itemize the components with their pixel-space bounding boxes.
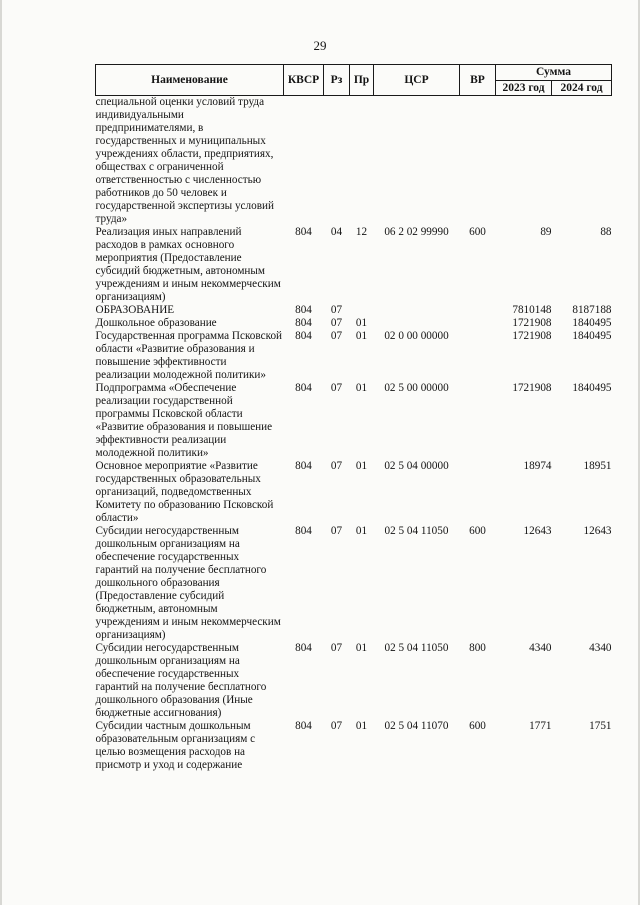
cell-2023: 4340 (529, 642, 552, 654)
cell-rz: 07 (330, 317, 343, 329)
header-pr: Пр (350, 65, 374, 96)
scan-edge-left (0, 0, 2, 905)
cell-2024: 1840495 (572, 382, 612, 394)
cell-rz: 07 (330, 720, 343, 732)
cell-kvsr: 804 (295, 525, 312, 537)
cell-vr (460, 382, 496, 460)
cell-name: Государственная программа Псковской области «Развитие образования и повышение эффективности реализации молодежной политики» (95, 330, 283, 381)
cell-2024: 18951 (583, 460, 612, 472)
header-kvsr: КВСР (284, 65, 324, 96)
header-name: Наименование (96, 65, 284, 96)
cell-2023: 1771 (529, 720, 552, 732)
cell-pr (350, 304, 374, 317)
cell-rz: 07 (330, 304, 343, 316)
cell-csr: 02 5 04 11050 (384, 525, 449, 537)
header-year-2023: 2023 год (496, 81, 552, 96)
cell-pr (350, 96, 374, 227)
cell-pr: 01 (355, 317, 368, 329)
cell-kvsr: 804 (295, 304, 312, 316)
cell-rz: 07 (330, 330, 343, 342)
cell-rz: 07 (330, 642, 343, 654)
cell-2024: 8187188 (572, 304, 612, 316)
cell-kvsr: 804 (295, 460, 312, 472)
cell-csr: 02 5 04 11070 (384, 720, 449, 732)
header-sum: Сумма (496, 65, 612, 81)
cell-vr (460, 460, 496, 525)
header-csr: ЦСР (374, 65, 460, 96)
table-row (96, 642, 612, 720)
header-vr: ВР (460, 65, 496, 96)
cell-csr (374, 96, 460, 227)
cell-name: ОБРАЗОВАНИЕ (95, 304, 175, 316)
cell-name: Субсидии негосударственным дошкольным организациям на обеспечение государственных гарантий на получение бесплатного дошкольного образования (Иные бюджетные ассигнования) (95, 642, 267, 719)
cell-pr: 12 (355, 226, 368, 238)
cell-name: Субсидии частным дошкольным образовательным организациям с целью возмещения расходов на присмотр и уход и содержание (95, 720, 256, 771)
cell-kvsr: 804 (295, 226, 312, 238)
table-row (96, 382, 612, 460)
cell-vr: 600 (469, 525, 486, 537)
cell-csr: 06 2 02 99990 (384, 226, 449, 238)
budget-table (95, 64, 612, 772)
cell-2023 (496, 96, 552, 227)
cell-rz: 04 (330, 226, 343, 238)
cell-2023: 7810148 (512, 304, 552, 316)
table-row (96, 226, 612, 304)
cell-2023: 12643 (523, 525, 552, 537)
table-header (96, 65, 612, 96)
cell-pr: 01 (355, 642, 368, 654)
cell-vr: 600 (469, 226, 486, 238)
table-body (96, 96, 612, 773)
cell-vr: 600 (469, 720, 486, 732)
cell-csr: 02 5 04 00000 (384, 460, 449, 472)
cell-csr: 02 5 00 00000 (384, 382, 449, 394)
cell-2024: 1840495 (572, 330, 612, 342)
cell-name: Реализация иных направлений расходов в рамках основного мероприятия (Предоставление субсидий бюджетным, автономным учреждениям и иным некоммерческим организациям) (95, 226, 281, 303)
cell-kvsr: 804 (295, 317, 312, 329)
cell-vr: 800 (469, 642, 486, 654)
table-row (96, 304, 612, 317)
cell-rz: 07 (330, 525, 343, 537)
cell-kvsr (284, 96, 324, 227)
cell-rz: 07 (330, 382, 343, 394)
header-year-2024: 2024 год (552, 81, 612, 96)
cell-vr (460, 330, 496, 382)
cell-csr (374, 317, 460, 330)
cell-2024: 12643 (583, 525, 612, 537)
page-number: 29 (313, 38, 327, 53)
cell-pr: 01 (355, 720, 368, 732)
cell-2023: 1721908 (512, 330, 552, 342)
cell-vr (460, 304, 496, 317)
cell-csr (374, 304, 460, 317)
table-row (96, 96, 612, 227)
cell-name: Основное мероприятие «Развитие государственных образовательных организаций, подведомственных Комитету по образованию Псковской области» (95, 460, 274, 524)
cell-name: специальной оценки условий труда индивидуальными предпринимателями, в государственных и муниципальных учреждениях области, предприятиях, обществах с ограниченной ответственностью с численностью работников до 50 человек и государственной экспертизы условий труда» (95, 96, 274, 225)
table-row (96, 317, 612, 330)
cell-name: Субсидии негосударственным дошкольным организациям на обеспечение государственных гарантий на получение бесплатного дошкольного образования (Предоставление субсидий бюджетным, автономным учреждениям и иным некоммерческим организациям) (95, 525, 281, 641)
cell-2023: 1721908 (512, 382, 552, 394)
cell-2024: 1751 (589, 720, 612, 732)
cell-vr (460, 96, 496, 227)
table-row (96, 460, 612, 525)
cell-kvsr: 804 (295, 382, 312, 394)
cell-kvsr: 804 (295, 720, 312, 732)
cell-kvsr: 804 (295, 330, 312, 342)
table-row (96, 720, 612, 772)
cell-rz: 07 (330, 460, 343, 472)
cell-kvsr: 804 (295, 642, 312, 654)
cell-vr (460, 317, 496, 330)
cell-pr: 01 (355, 382, 368, 394)
cell-rz (324, 96, 350, 227)
table-row (96, 330, 612, 382)
cell-2023: 18974 (523, 460, 552, 472)
cell-pr: 01 (355, 460, 368, 472)
cell-2024: 4340 (589, 642, 612, 654)
cell-2024 (552, 96, 612, 227)
cell-2024: 1840495 (572, 317, 612, 329)
cell-2023: 89 (540, 226, 552, 238)
cell-csr: 02 0 00 00000 (384, 330, 449, 342)
cell-pr: 01 (355, 525, 368, 537)
cell-pr: 01 (355, 330, 368, 342)
cell-csr: 02 5 04 11050 (384, 642, 449, 654)
header-rz: Рз (324, 65, 350, 96)
table-row (96, 525, 612, 642)
cell-2023: 1721908 (512, 317, 552, 329)
cell-name: Дошкольное образование (95, 317, 217, 329)
cell-name: Подпрограмма «Обеспечение реализации государственной программы Псковской области «Развитие образования и повышение эффективности реализации молодежной политики» (95, 382, 273, 459)
cell-2024: 88 (600, 226, 612, 238)
